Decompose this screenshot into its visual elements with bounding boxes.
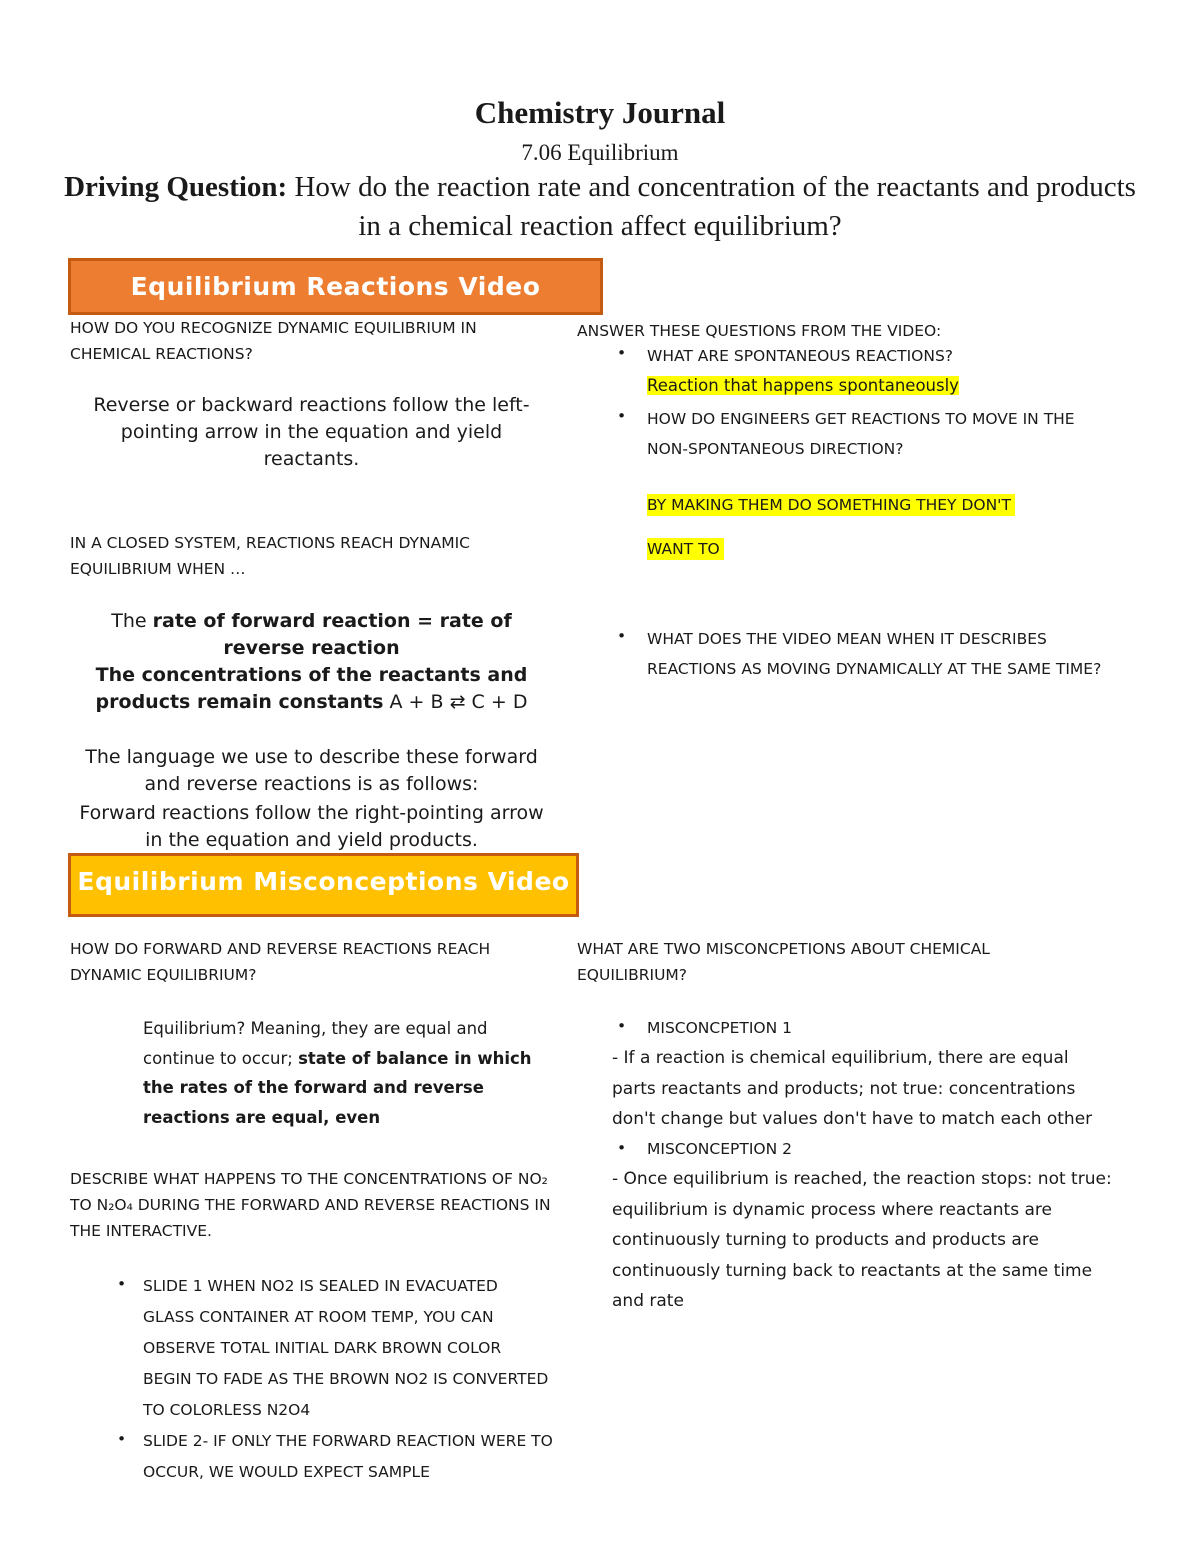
question-dynamic: WHAT DOES THE VIDEO MEAN WHEN IT DESCRIBES REACTIONS AS MOVING DYNAMICALLY AT THE SAME TIME?: [647, 630, 1102, 678]
bullet-icon: •: [117, 1430, 127, 1448]
driving-question-label: Driving Question:: [64, 171, 288, 203]
bullet-icon: •: [617, 1017, 627, 1035]
question-describe-concentrations: DESCRIBE WHAT HAPPENS TO THE CONCENTRATIONS OF NO₂ TO N₂O₄ DURING THE FORWARD AND REVERSE REACTIONS IN THE INTERACTIVE.: [70, 1170, 551, 1240]
page-title: Chemistry Journal: [474, 95, 726, 130]
slide-2-description: SLIDE 2- IF ONLY THE FORWARD REACTION WERE TO OCCUR, WE WOULD EXPECT SAMPLE: [143, 1432, 553, 1481]
misconception-1-title: MISCONCPETION 1: [647, 1019, 792, 1037]
question-engineers: HOW DO ENGINEERS GET REACTIONS TO MOVE IN THE NON-SPONTANEOUS DIRECTION?: [647, 410, 1075, 458]
bullet-icon: •: [617, 1139, 627, 1157]
answer-equilibrium-conditions: [70, 608, 553, 716]
bullet-icon: •: [117, 1275, 127, 1293]
page-subtitle: 7.06 Equilibrium: [521, 140, 679, 165]
question-spontaneous: WHAT ARE SPONTANEOUS REACTIONS?: [647, 347, 954, 365]
section-banner-reactions-video: Equilibrium Reactions Video: [68, 258, 603, 315]
right-heading-video-questions: ANSWER THESE QUESTIONS FROM THE VIDEO:: [577, 322, 942, 340]
bullet-icon: •: [617, 407, 627, 425]
answer-engineers-line1: BY MAKING THEM DO SOMETHING THEY DON'T: [647, 492, 1015, 518]
answer-language-description: The language we use to describe these forward and reverse reactions is as follows:: [85, 746, 538, 795]
misconception-1-body: - If a reaction is chemical equilibrium, there are equal parts reactants and products; not true: concentrations don't change but values don't have to match each other: [612, 1048, 1093, 1129]
question-recognize-equilibrium: HOW DO YOU RECOGNIZE DYNAMIC EQUILIBRIUM IN CHEMICAL REACTIONS?: [70, 319, 477, 363]
answer-reverse-reactions: Reverse or backward reactions follow the left-pointing arrow in the equation and yield reactants.: [93, 394, 530, 470]
driving-question: [60, 168, 1140, 246]
answer-engineers-line2: WANT TO: [647, 536, 724, 562]
answer-concentration-line: The concentrations of the reactants and products remain constants A + B ⇄ C + D: [95, 664, 528, 713]
misconception-2-title: MISCONCEPTION 2: [647, 1140, 792, 1158]
driving-question-text: How do the reaction rate and concentration of the reactants and products in a chemical reaction affect equilibrium?: [287, 171, 1136, 242]
bullet-icon: •: [617, 344, 627, 362]
bullet-icon: •: [617, 627, 627, 645]
answer-spontaneous: Reaction that happens spontaneously: [647, 376, 959, 395]
misconception-2-body: - Once equilibrium is reached, the reaction stops: not true: equilibrium is dynamic process where reactants are continuously turning to products and products are continuously turning back to reactants at the same time and rate: [612, 1169, 1112, 1311]
answer-equilibrium-meaning: Equilibrium? Meaning, they are equal and continue to occur; state of balance in which the rates of the forward and reverse reactions are equal, even: [143, 1019, 532, 1127]
answer-forward-reactions: Forward reactions follow the right-pointing arrow in the equation and yield products.: [79, 802, 544, 851]
question-two-misconceptions: WHAT ARE TWO MISCONCPETIONS ABOUT CHEMICAL EQUILIBRIUM?: [577, 940, 990, 984]
slide-1-description: SLIDE 1 WHEN NO2 IS SEALED IN EVACUATED GLASS CONTAINER AT ROOM TEMP, YOU CAN OBSERVE TOTAL INITIAL DARK BROWN COLOR BEGIN TO FADE AS THE BROWN NO2 IS CONVERTED TO COLORLESS N2O4: [143, 1277, 549, 1419]
section-banner-misconceptions-video: Equilibrium Misconceptions Video: [68, 853, 579, 917]
question-reach-equilibrium: HOW DO FORWARD AND REVERSE REACTIONS REACH DYNAMIC EQUILIBRIUM?: [70, 940, 491, 984]
answer-rate-line: The rate of forward reaction = rate of reverse reaction: [111, 610, 512, 659]
question-closed-system: IN A CLOSED SYSTEM, REACTIONS REACH DYNAMIC EQUILIBRIUM WHEN …: [70, 534, 470, 578]
